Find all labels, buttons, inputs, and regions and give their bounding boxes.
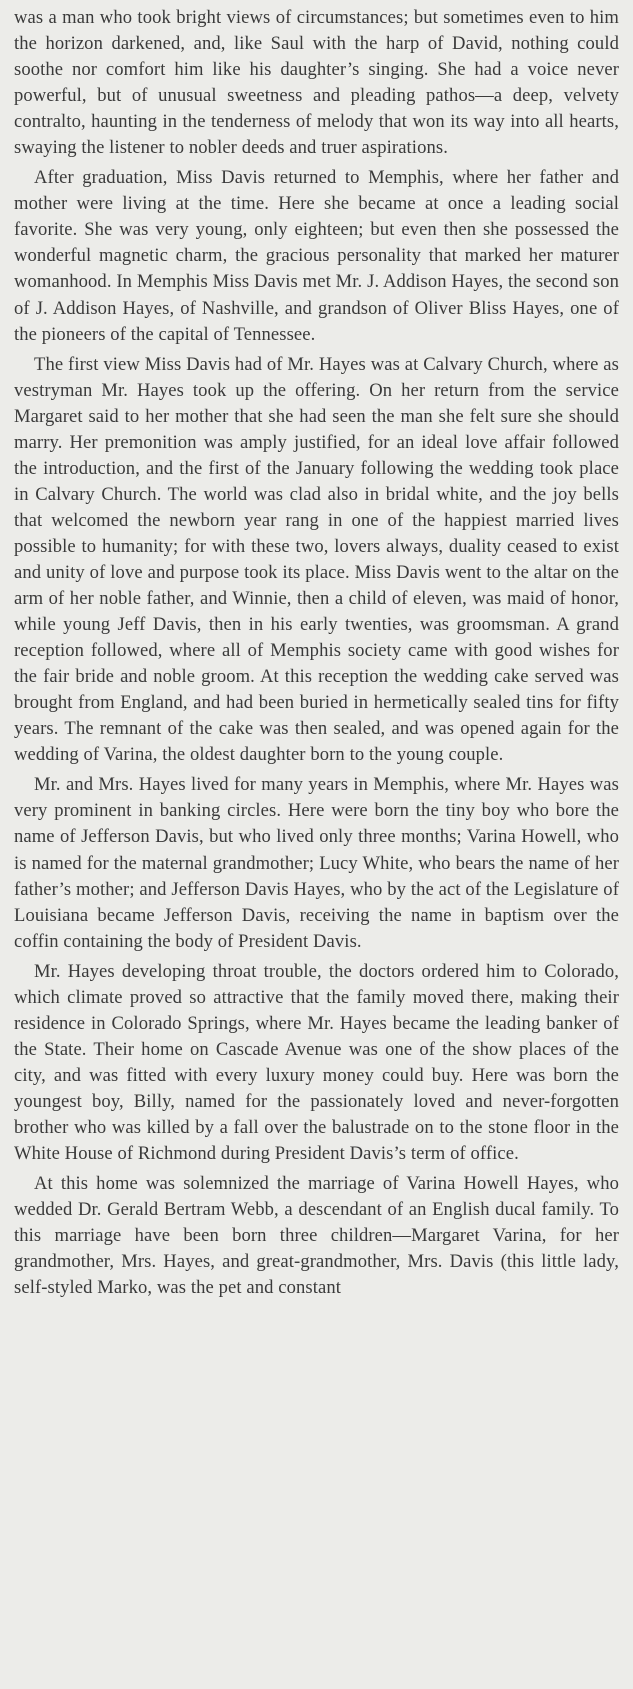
paragraph-memphis-children: Mr. and Mrs. Hayes lived for many years in Memphis, where Mr. Hayes was very prominent in banking circles. Here were born the tiny boy who bore the name of Jefferson Davis, but who lived only three months; Varina Howell, who is named for the maternal grandmother; Lucy White, who bears the name of her father’s mother; and Jefferson Davis Hayes, who by the act of the Legislature of Louisiana became Jefferson Davis, receiving the name in baptism over the coffin containing the body of President Davis. [14, 774, 619, 952]
paragraph-memphis-society: After graduation, Miss Davis returned to Memphis, where her father and mother were living at the time. Here she became at once a leading social favorite. She was very young, only eighteen; but even then she possessed the wonderful magnetic charm, the gracious personality that marked her maturer womanhood. In Memphis Miss Davis met Mr. J. Addison Hayes, the second son of J. Addison Hayes, of Nashville, and grandson of Oliver Bliss Hayes, one of the pioneers of the capital of Tennessee. [14, 167, 619, 345]
page-text [14, 5, 619, 1301]
paragraph-calvary-wedding: The first view Miss Davis had of Mr. Hayes was at Calvary Church, where as vestryman Mr. Hayes took up the offering. On her return from the service Margaret said to her mother that she had seen the man she felt sure she should marry. Her premonition was amply justified, for an ideal love affair followed the introduction, and the first of the January following the wedding took place in Calvary Church. The world was clad also in bridal white, and the joy bells that welcomed the newborn year rang in one of the happiest married lives possible to humanity; for with these two, lovers always, duality ceased to exist and unity of love and purpose took its place. Miss Davis went to the altar on the arm of her noble father, and Winnie, then a child of eleven, was maid of honor, while young Jeff Davis, then in his early twenties, was groomsman. A grand reception followed, where all of Memphis society came with good wishes for the fair bride and noble groom. At this reception the wedding cake served was brought from England, and had been buried in hermetically sealed tins for fifty years. The remnant of the cake was then sealed, and was opened again for the wedding of Varina, the oldest daughter born to the young couple. [14, 353, 619, 766]
paragraph-colorado-springs: Mr. Hayes developing throat trouble, the doctors ordered him to Colorado, which climate proved so attractive that the family moved there, making their residence in Colorado Springs, where Mr. Hayes became the leading banker of the State. Their home on Cascade Avenue was one of the show places of the city, and was fitted with every luxury money could buy. Here was born the youngest boy, Billy, named for the passionately loved and never-forgotten brother who was killed by a fall over the balustrade on to the stone floor in the White House of Richmond during President Davis’s term of office. [14, 960, 619, 1165]
paragraph-singing: was a man who took bright views of circumstances; but sometimes even to him the horizon darkened, and, like Saul with the harp of David, nothing could soothe nor comfort him like his daughter’s singing. She had a voice never powerful, but of unusual sweetness and pleading pathos—a deep, velvety contralto, haunting in the tenderness of melody that won its way into all hearts, swaying the listener to nobler deeds and truer aspirations. [14, 7, 619, 159]
paragraph-varina-marriage: At this home was solemnized the marriage of Varina Howell Hayes, who wedded Dr. Gerald Bertram Webb, a descendant of an English ducal family. To this marriage have been born three children—Margaret Varina, for her grandmother, Mrs. Hayes, and great-grandmother, Mrs. Davis (this little lady, self-styled Marko, was the pet and constant [14, 1173, 619, 1299]
